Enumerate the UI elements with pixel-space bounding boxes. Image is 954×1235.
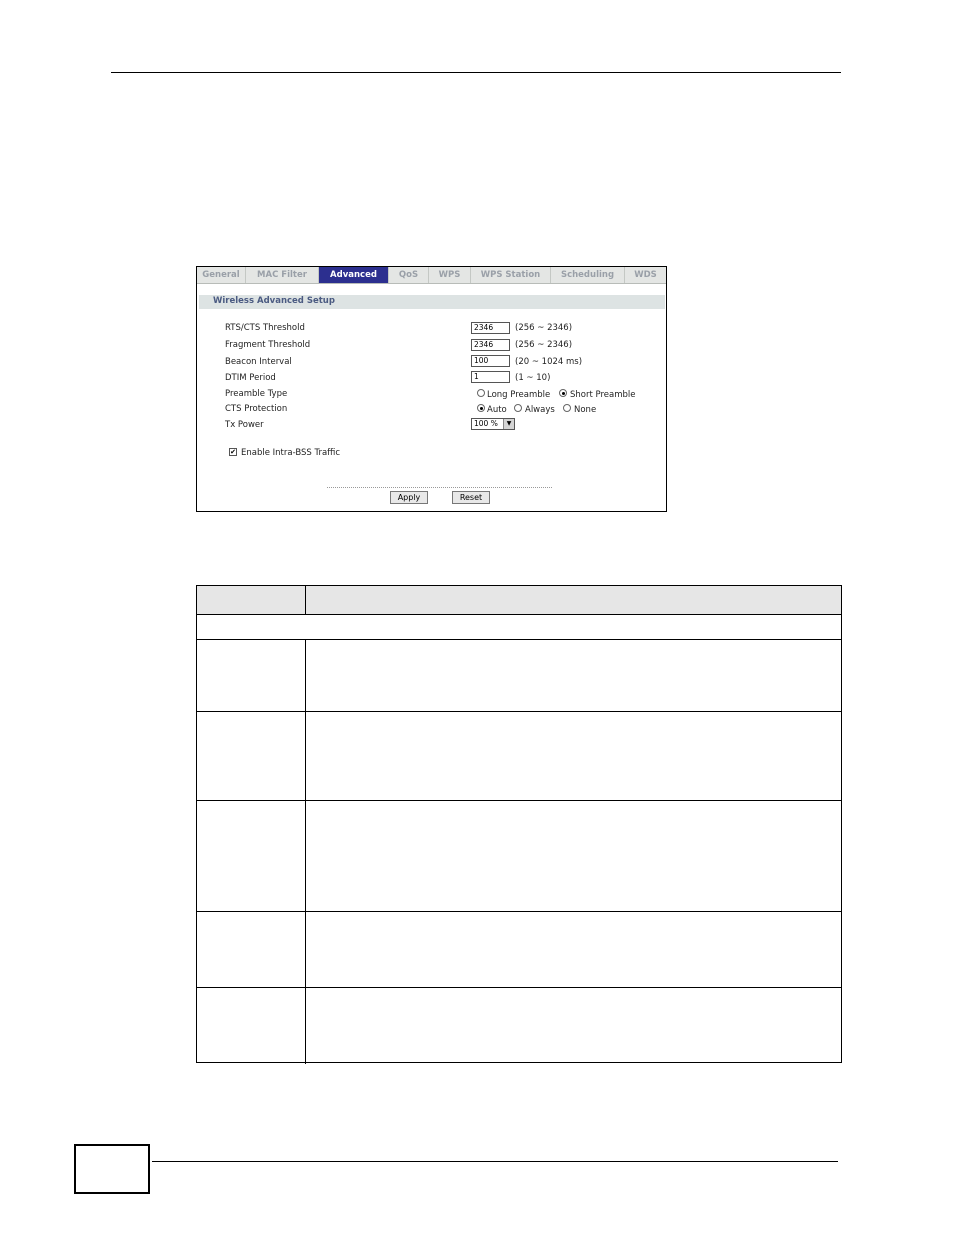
header-rule: [111, 72, 841, 73]
tx-power-value: 100 %: [474, 419, 498, 428]
tab-wds[interactable]: WDS: [634, 270, 657, 280]
preamble-short-label: Short Preamble: [570, 390, 636, 400]
apply-button[interactable]: Apply: [390, 491, 428, 504]
tab-scheduling[interactable]: Scheduling: [551, 267, 625, 283]
tab-wps[interactable]: WPS: [429, 267, 471, 283]
preamble-type-label: Preamble Type: [225, 389, 288, 399]
table-row-divider: [197, 987, 841, 988]
fragment-threshold-range: (256 ~ 2346): [515, 340, 573, 350]
table-row-divider: [197, 711, 841, 712]
tab-general[interactable]: General: [197, 267, 246, 283]
cts-auto-label: Auto: [487, 405, 507, 415]
table-column-divider: [305, 639, 306, 1064]
tab-bar: [197, 267, 666, 284]
tab-mac-filter[interactable]: MAC Filter: [246, 267, 319, 283]
fragment-threshold-input[interactable]: 2346: [471, 339, 510, 351]
cts-auto-radio[interactable]: [477, 404, 485, 412]
tab-advanced[interactable]: Advanced: [319, 267, 389, 283]
table-row-divider: [197, 614, 841, 615]
rts-threshold-label: RTS/CTS Threshold: [225, 323, 305, 333]
description-table: [196, 585, 842, 1063]
table-row-divider: [197, 800, 841, 801]
tx-power-label: Tx Power: [225, 420, 264, 430]
intra-bss-checkbox[interactable]: ✔: [230, 448, 236, 456]
table-row-divider: [197, 639, 841, 640]
preamble-short-radio[interactable]: [559, 389, 567, 397]
tx-power-select[interactable]: [471, 418, 515, 430]
preamble-long-label: Long Preamble: [487, 390, 551, 400]
rts-threshold-range: (256 ~ 2346): [515, 323, 573, 333]
beacon-interval-input[interactable]: 100: [471, 355, 510, 367]
table-header: [197, 586, 841, 614]
cts-protection-label: CTS Protection: [225, 404, 288, 414]
dtim-period-label: DTIM Period: [225, 373, 276, 383]
beacon-interval-range: (20 ~ 1024 ms): [515, 357, 583, 367]
table-column-divider: [305, 586, 306, 614]
section-header: [199, 295, 665, 309]
footer-rule: [152, 1161, 838, 1162]
chevron-down-icon[interactable]: ▼: [503, 419, 514, 429]
tab-wps-station[interactable]: WPS Station: [471, 267, 551, 283]
section-title: Wireless Advanced Setup: [213, 296, 335, 306]
reset-button[interactable]: Reset: [452, 491, 490, 504]
rts-threshold-input[interactable]: 2346: [471, 322, 510, 334]
cts-always-radio[interactable]: [514, 404, 522, 412]
page-number-box: [74, 1144, 150, 1194]
preamble-long-radio[interactable]: [477, 389, 485, 397]
button-divider: [327, 487, 552, 488]
dtim-period-range: (1 ~ 10): [515, 373, 551, 383]
tab-qos[interactable]: QoS: [389, 267, 429, 283]
intra-bss-label: Enable Intra-BSS Traffic: [241, 448, 341, 458]
cts-none-radio[interactable]: [563, 404, 571, 412]
cts-always-label: Always: [525, 405, 555, 415]
dtim-period-input[interactable]: 1: [471, 371, 510, 383]
fragment-threshold-label: Fragment Threshold: [225, 340, 311, 350]
wireless-advanced-panel: [196, 266, 667, 512]
table-row-divider: [197, 911, 841, 912]
cts-none-label: None: [574, 405, 597, 415]
beacon-interval-label: Beacon Interval: [225, 357, 292, 367]
